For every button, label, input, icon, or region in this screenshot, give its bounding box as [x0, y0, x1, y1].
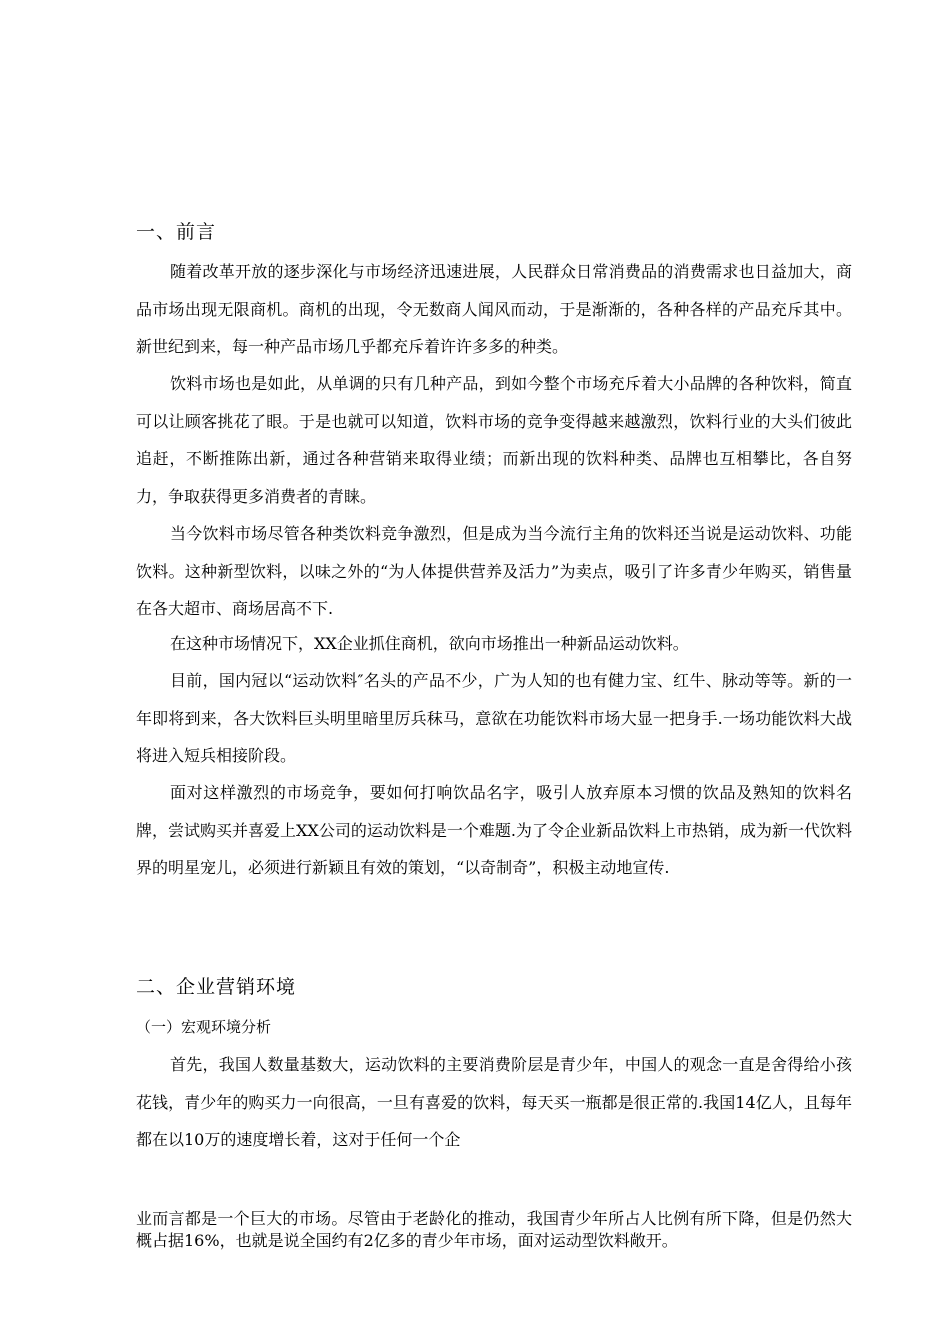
section-heading-marketing-environment: 二、企业营销环境 [136, 976, 297, 998]
paragraph: 在这种市场情况下，XX企业抓住商机，欲向市场推出一种新品运动饮料。 [170, 634, 689, 653]
paragraph: 目前，国内冠以“运动饮料″名头的产品不少，广为人知的也有健力宝、红牛、脉动等等。新的一年即将到来，各大饮料巨头明里暗里厉兵秣马，意欲在功能饮料市场大显一把身手.一场功能饮料大战将进入短兵相接阶段。 [136, 671, 852, 765]
paragraph: 随着改革开放的逐步深化与市场经济迅速进展，人民群众日常消费品的消费需求也日益加大，商品市场出现无限商机。商机的出现，令无数商人闻风而动，于是渐渐的，各种各样的产品充斥其中。新世纪到来，每一种产品市场几乎都充斥着许许多多的种类。 [136, 262, 852, 356]
paragraph-continuation: 业而言都是一个巨大的市场。尽管由于老龄化的推动，我国青少年所占人比例有所下降，但是仍然大概占据16%，也就是说全国约有2亿多的青少年市场，面对运动型饮料敞开。 [136, 1209, 852, 1250]
subsection-heading-macro-analysis: （一）宏观环境分析 [136, 1018, 272, 1036]
paragraph: 首先，我国人数量基数大，运动饮料的主要消费阶层是青少年，中国人的观念一直是舍得给小孩花钱，青少年的购买力一向很高，一旦有喜爱的饮料，每天买一瓶都是很正常的.我国14亿人，且每年都在以10万的速度增长着，这对于任何一个企 [136, 1055, 852, 1149]
paragraph: 饮料市场也是如此，从单调的只有几种产品，到如今整个市场充斥着大小品牌的各种饮料，简直可以让顾客挑花了眼。于是也就可以知道，饮料市场的竞争变得越来越激烈，饮料行业的大头们彼此追赶，不断推陈出新，通过各种营销来取得业绩；而新出现的饮料种类、品牌也互相攀比，各自努力，争取获得更多消费者的青睐。 [136, 374, 852, 506]
paragraph: 当今饮料市场尽管各种类饮料竞争激烈，但是成为当今流行主角的饮料还当说是运动饮料、功能饮料。这种新型饮料，以味之外的“为人体提供营养及活力”为卖点，吸引了许多青少年购买，销售量在各大超市、商场居高不下. [136, 524, 852, 618]
section-heading-preface: 一、前言 [136, 221, 217, 243]
paragraph: 面对这样激烈的市场竞争，要如何打响饮品名字，吸引人放弃原本习惯的饮品及熟知的饮料名牌，尝试购买并喜爱上XX公司的运动饮料是一个难题.为了令企业新品饮料上市热销，成为新一代饮料界的明星宠儿，必须进行新颖且有效的策划，“以奇制奇”，积极主动地宣传. [136, 783, 852, 877]
